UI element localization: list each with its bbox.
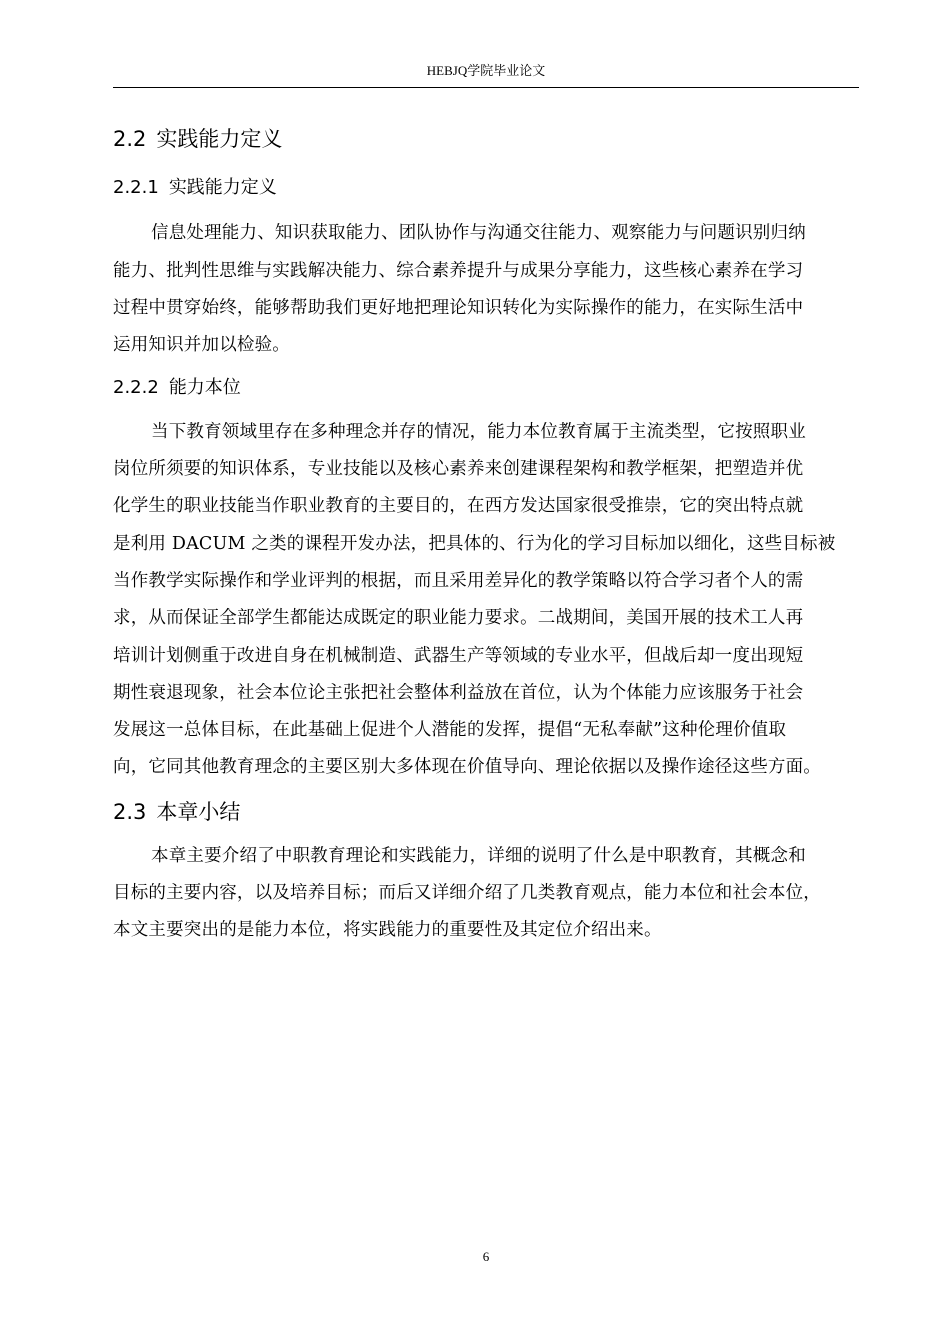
page-number: 6 — [482, 1249, 490, 1264]
section-number: 2.3 — [113, 800, 147, 824]
paragraph-line: 本章主要介绍了中职教育理论和实践能力，详细的说明了什么是中职教育，其概念和 — [151, 846, 806, 866]
paragraph-line: 目标的主要内容，以及培养目标；而后又详细介绍了几类教育观点，能力本位和社会本位， — [113, 883, 821, 903]
header-rule — [113, 87, 859, 88]
paragraph-line: 信息处理能力、知识获取能力、团队协作与沟通交往能力、观察能力与问题识别归纳 — [151, 223, 806, 243]
subsection-heading-2-2-1 — [113, 176, 277, 200]
section-title: 本章小结 — [156, 800, 241, 824]
section-title: 实践能力定义 — [156, 127, 283, 151]
section-heading-2-3 — [113, 799, 240, 825]
paragraph-line: 化学生的职业技能当作职业教育的主要目的，在西方发达国家很受推崇，它的突出特点就 — [113, 496, 804, 516]
paragraph-line: 发展这一总体目标，在此基础上促进个人潜能的发挥，提倡“无私奉献”这种伦理价值取 — [113, 720, 787, 740]
paragraph-line: 向，它同其他教育理念的主要区别大多体现在价值导向、理论依据以及操作途径这些方面。 — [113, 757, 821, 777]
paragraph-line: 本文主要突出的是能力本位，将实践能力的重要性及其定位介绍出来。 — [113, 920, 662, 940]
paragraph-line: 运用知识并加以检验。 — [113, 335, 290, 355]
paragraph-line: 当下教育领域里存在多种理念并存的情况，能力本位教育属于主流类型，它按照职业 — [151, 422, 806, 442]
paragraph-line: 求，从而保证全部学生都能达成既定的职业能力要求。二战期间，美国开展的技术工人再 — [113, 608, 804, 628]
paragraph-line: 过程中贯穿始终，能够帮助我们更好地把理论知识转化为实际操作的能力，在实际生活中 — [113, 298, 804, 318]
paragraph-line: 能力、批判性思维与实践解决能力、综合素养提升与成果分享能力，这些核心素养在学习 — [113, 261, 804, 281]
subsection-title: 实践能力定义 — [168, 177, 277, 198]
subsection-heading-2-2-2 — [113, 376, 241, 400]
subsection-number: 2.2.2 — [113, 377, 159, 398]
paragraph-line: 岗位所须要的知识体系，专业技能以及核心素养来创建课程架构和教学框架，把塑造并优 — [113, 459, 804, 479]
paragraph-line: 培训计划侧重于改进自身在机械制造、武器生产等领域的专业水平，但战后却一度出现短 — [113, 646, 804, 666]
subsection-title: 能力本位 — [168, 377, 241, 398]
subsection-number: 2.2.1 — [113, 177, 159, 198]
paragraph-line: 是利用 DACUM 之类的课程开发办法，把具体的、行为化的学习目标加以细化，这些目标被 — [113, 534, 836, 554]
running-header: HEBJQ学院毕业论文 — [426, 63, 546, 78]
section-number: 2.2 — [113, 127, 147, 151]
paragraph-line: 期性衰退现象，社会本位论主张把社会整体利益放在首位，认为个体能力应该服务于社会 — [113, 683, 804, 703]
section-heading-2-2 — [113, 126, 282, 152]
paragraph-line: 当作教学实际操作和学业评判的根据，而且采用差异化的教学策略以符合学习者个人的需 — [113, 571, 804, 591]
